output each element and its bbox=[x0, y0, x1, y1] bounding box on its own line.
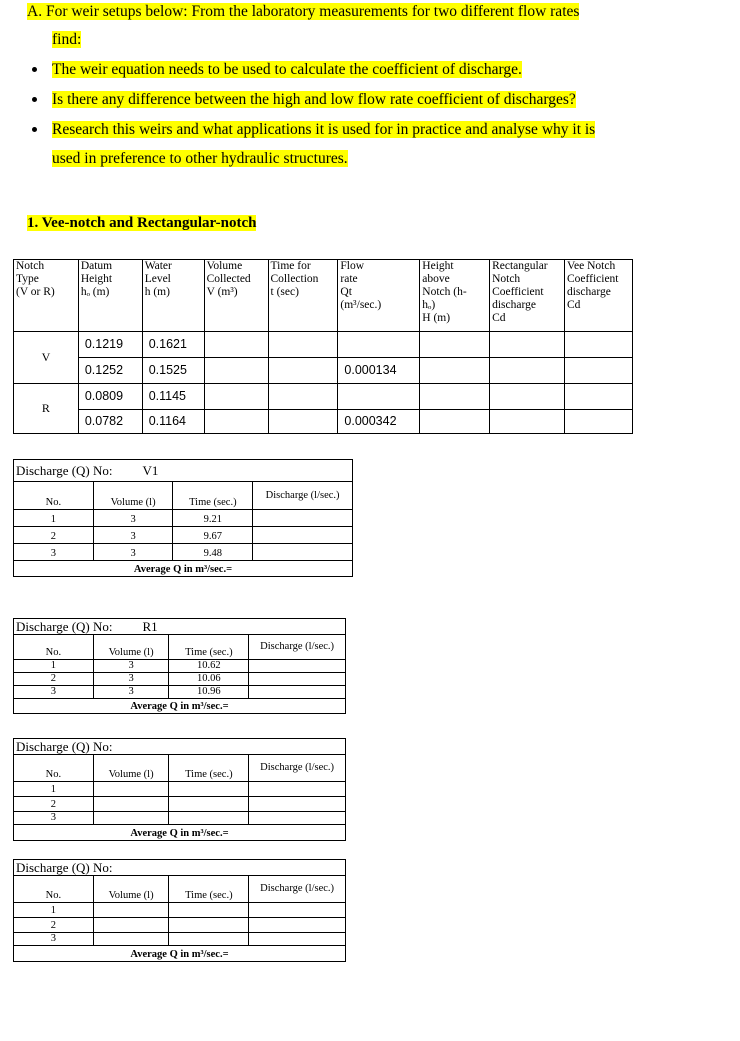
col-header-discharge: Discharge (l/sec.) bbox=[249, 876, 346, 903]
bullet-dot bbox=[32, 97, 37, 102]
notch-data-table bbox=[13, 259, 633, 434]
water-cell: 0.1164 bbox=[142, 410, 204, 434]
col-header-volume: Volume (l) bbox=[93, 755, 169, 782]
table-row bbox=[14, 410, 633, 434]
col-header-discharge: Discharge (l/sec.) bbox=[249, 755, 346, 782]
bullet-dot bbox=[32, 127, 37, 132]
col-header-time: Time (sec.) bbox=[169, 755, 249, 782]
bullet-1: The weir equation needs to be used to calculate the coefficient of discharge. bbox=[52, 61, 522, 78]
water-cell: 0.1145 bbox=[142, 384, 204, 410]
col-header-datum: Datum Height hₒ (m) bbox=[78, 260, 142, 332]
time-cell: 10.96 bbox=[169, 686, 249, 699]
notch-type-cell: R bbox=[14, 384, 79, 434]
col-header-no: No. bbox=[14, 876, 94, 903]
table-row bbox=[14, 660, 346, 673]
discharge-table-r1 bbox=[13, 618, 346, 714]
no-cell: 1 bbox=[14, 782, 94, 797]
datum-cell: 0.1219 bbox=[78, 332, 142, 358]
no-cell: 3 bbox=[14, 544, 94, 561]
header-row bbox=[14, 260, 633, 332]
table-row bbox=[14, 933, 346, 946]
col-header-height: Height above Notch (h- hₒ) H (m) bbox=[420, 260, 490, 332]
time-cell: 10.06 bbox=[169, 673, 249, 686]
average-q-label: Average Q in m³/sec.= bbox=[14, 825, 346, 841]
discharge-title: Discharge (Q) No: R1 bbox=[14, 619, 346, 635]
volume-cell: 3 bbox=[93, 673, 169, 686]
table-row bbox=[14, 358, 633, 384]
col-header-no: No. bbox=[14, 755, 94, 782]
water-cell: 0.1621 bbox=[142, 332, 204, 358]
discharge-table-4 bbox=[13, 859, 346, 962]
table-row bbox=[14, 903, 346, 918]
no-cell: 1 bbox=[14, 660, 94, 673]
col-header-no: No. bbox=[14, 482, 94, 510]
col-header-volume: Volume (l) bbox=[93, 635, 169, 660]
no-cell: 3 bbox=[14, 933, 94, 946]
col-header-time: Time (sec.) bbox=[169, 635, 249, 660]
col-header-discharge: Discharge (l/sec.) bbox=[249, 635, 346, 660]
col-header-time: Time (sec.) bbox=[173, 482, 253, 510]
col-header-rect-cd: Rectangular Notch Coefficient discharge Cd bbox=[490, 260, 565, 332]
table-row bbox=[14, 797, 346, 812]
discharge-title: Discharge (Q) No: V1 bbox=[14, 460, 353, 482]
discharge-table-v1 bbox=[13, 459, 353, 577]
col-header-notch-type: Notch Type (V or R) bbox=[14, 260, 79, 332]
volume-cell: 3 bbox=[93, 527, 173, 544]
col-header-volume: Volume (l) bbox=[93, 482, 173, 510]
volume-cell: 3 bbox=[93, 510, 173, 527]
volume-cell: 3 bbox=[93, 660, 169, 673]
col-header-vee-cd: Vee Notch Coefficient discharge Cd bbox=[564, 260, 632, 332]
table-row bbox=[14, 544, 353, 561]
bullet-dot bbox=[32, 67, 37, 72]
average-q-label: Average Q in m³/sec.= bbox=[14, 561, 353, 577]
average-q-label: Average Q in m³/sec.= bbox=[14, 946, 346, 962]
no-cell: 1 bbox=[14, 510, 94, 527]
col-header-no: No. bbox=[14, 635, 94, 660]
average-q-label: Average Q in m³/sec.= bbox=[14, 699, 346, 714]
time-cell: 9.48 bbox=[173, 544, 253, 561]
col-header-time: Time for Collection t (sec) bbox=[268, 260, 338, 332]
col-header-time: Time (sec.) bbox=[169, 876, 249, 903]
no-cell: 2 bbox=[14, 673, 94, 686]
bullet-3: Research this weirs and what applications it is used for in practice and analyse why it is bbox=[52, 121, 596, 138]
no-cell: 2 bbox=[14, 527, 94, 544]
discharge-code: R1 bbox=[142, 618, 158, 634]
table-row bbox=[14, 918, 346, 933]
discharge-title: Discharge (Q) No: bbox=[14, 860, 346, 876]
table-row bbox=[14, 527, 353, 544]
volume-cell: 3 bbox=[93, 544, 173, 561]
col-header-flow: Flow rate Qt (m³/sec.) bbox=[338, 260, 420, 332]
flow-cell: 0.000134 bbox=[338, 358, 420, 384]
notch-type-cell: V bbox=[14, 332, 79, 384]
discharge-code: V1 bbox=[142, 462, 159, 478]
no-cell: 2 bbox=[14, 918, 94, 933]
bullet-3-cont: used in preference to other hydraulic structures. bbox=[52, 150, 348, 167]
intro-line-2: find: bbox=[52, 31, 82, 48]
table-row bbox=[14, 782, 346, 797]
discharge-table-3 bbox=[13, 738, 346, 841]
no-cell: 3 bbox=[14, 812, 94, 825]
col-header-volume: Volume Collected V (m³) bbox=[204, 260, 268, 332]
datum-cell: 0.0809 bbox=[78, 384, 142, 410]
col-header-volume: Volume (l) bbox=[93, 876, 169, 903]
table-row bbox=[14, 673, 346, 686]
no-cell: 2 bbox=[14, 797, 94, 812]
table-row bbox=[14, 384, 633, 410]
no-cell: 1 bbox=[14, 903, 94, 918]
water-cell: 0.1525 bbox=[142, 358, 204, 384]
time-cell: 10.62 bbox=[169, 660, 249, 673]
table-row bbox=[14, 510, 353, 527]
col-header-discharge: Discharge (l/sec.) bbox=[253, 482, 353, 510]
volume-cell: 3 bbox=[93, 686, 169, 699]
time-cell: 9.67 bbox=[173, 527, 253, 544]
col-header-water: Water Level h (m) bbox=[142, 260, 204, 332]
flow-cell: 0.000342 bbox=[338, 410, 420, 434]
table-row bbox=[14, 812, 346, 825]
table-row bbox=[14, 332, 633, 358]
datum-cell: 0.0782 bbox=[78, 410, 142, 434]
bullet-2: Is there any difference between the high and low flow rate coefficient of discharges? bbox=[52, 91, 576, 108]
datum-cell: 0.1252 bbox=[78, 358, 142, 384]
intro-line-1: A. For weir setups below: From the laboratory measurements for two different flow rates bbox=[27, 3, 580, 20]
section-title: 1. Vee-notch and Rectangular-notch bbox=[27, 215, 257, 231]
discharge-title: Discharge (Q) No: bbox=[14, 739, 346, 755]
table-row bbox=[14, 686, 346, 699]
time-cell: 9.21 bbox=[173, 510, 253, 527]
no-cell: 3 bbox=[14, 686, 94, 699]
